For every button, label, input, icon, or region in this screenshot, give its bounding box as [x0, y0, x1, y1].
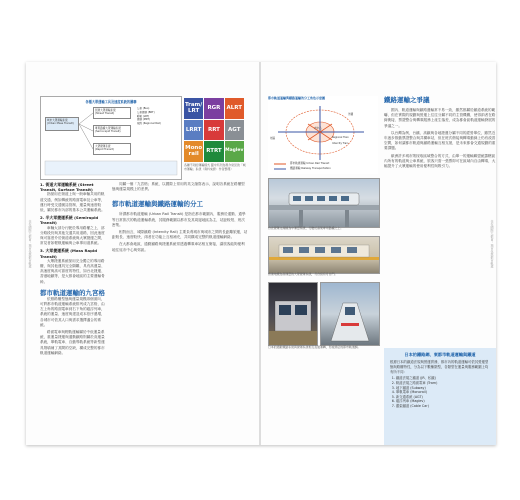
- tile-alrt: ALRT: [225, 98, 244, 119]
- label-city-center: 市中心: [314, 127, 322, 130]
- label-outer: 外圍: [348, 113, 354, 116]
- paragraph: 歐洲許多城市則採取區域整合的方式，由單一的運輸聯盟統籌轄區內所有的軌道與公車系統，旅客只需一張票即可在區域內自由轉乘，大幅提升了大眾運輸的使用便利性與吸引力。: [384, 153, 496, 169]
- list-item: 7. 纜索鐵道 (Cable Car): [396, 404, 490, 409]
- list-item: 3. 地下鐵道 (Subway): [396, 386, 490, 391]
- left-column-1: [40, 182, 106, 358]
- tile-tram-lrt: Tram/ LRT: [184, 98, 203, 119]
- tile-maglev: Maglev: [225, 141, 244, 162]
- list-item: 2. 軌道法規之路面電車 (Tram): [396, 381, 490, 386]
- photo-caption-3: 日本的通勤鐵路系統與捷運系統相互直通運轉，形成綿密的都市軌道網。: [268, 345, 361, 349]
- legend-item: 捷運 (MRT): [137, 118, 150, 122]
- diagram-node-semirapid: 專用路權大眾運輸系統 (Semi-rapid Transit): [93, 125, 131, 137]
- heading-urban-vs-rail: 都市軌道運輸與鐵路運輸的分工: [112, 200, 203, 209]
- paragraph: 所謂都市軌道運輸 (Urban Rail Transit) 是指在都市範圍內，服務於通勤、通學等日常旅次的軌道運輸系統，其服務範圍以都市及其周邊地區為主，站距較短、班次密集。: [112, 212, 246, 227]
- heading-nine-grid: 都市軌道運輸的九宮格: [40, 288, 105, 297]
- paragraph: 依照路權型態與運量規模兩個面向，可將都市軌道運輸系統排列成九宮格，由左上角的路面電車到右下角的磁浮列車，系統的運量、速度與建造成本依序遞增，各城市可依其人口與需求選擇適合的系統。: [40, 296, 105, 327]
- rail-role-diagram: [268, 96, 378, 174]
- info-box-intro: 根據日本的鐵道法規與營運實務，都市內的軌道運輸可依其營運型態與路權特性，分為以下數種類型，各類型在運量與服務範圍上均有所不同：: [390, 360, 489, 374]
- legend-item: 輕軌 (LRT): [137, 114, 150, 118]
- left-running-head: 住在國際大都會：城市化與都市軌道: [28, 220, 32, 268]
- legend-item: 城際 (Regional Rail): [137, 122, 161, 126]
- tile-rtrt: RTRT: [204, 141, 223, 162]
- paragraph: 同屬一個「九宮格」系統，以國際上常用的英文縮寫表示，說明各系統在路權型態與運量規模上的差異。: [112, 182, 245, 192]
- diagram-root-node: 城市大眾運輸系統 (Urban Mass Transit): [45, 117, 79, 131]
- photo-commuter-train: [320, 282, 380, 346]
- photo-platform: [268, 282, 318, 346]
- paragraph: 在大都會地區，通勤鐵路與捷運系統常透過轉乘車站相互銜接，讓旅客能夠便利地往返市中心與郊區。: [112, 242, 245, 252]
- heading-rail-dispute: 鐵路運輸之爭議: [384, 96, 430, 104]
- tile-monorail: Mono rail: [184, 141, 203, 162]
- grid-caption: 各種不同的運輸模式 圖中所列為現今常見的「城市運輸」系統（資料來源：作者整理）: [184, 163, 246, 171]
- japan-info-box: [384, 348, 496, 445]
- info-box-title: 日本的鐵路網、東都市軌道運輸與鐵道: [404, 352, 476, 357]
- rail-diagram-title: 都市軌道運輸與鐵路運輸的分工角色示意圖: [268, 96, 326, 100]
- commuter-train-graphic: [321, 283, 379, 345]
- right-running-head: 住在國際大都會：城市化與都市軌道: [490, 220, 494, 268]
- legend-item: 公車 (Bus): [137, 107, 150, 110]
- diagram-node-rapid: 大眾捷運系統 (Rapid Transit): [93, 143, 131, 155]
- elevated-metro-graphic: [269, 179, 379, 227]
- label-intercity: Intercity Train: [332, 142, 349, 145]
- diagram-connectors: [41, 97, 181, 179]
- tile-rgr: RGR: [204, 98, 223, 119]
- platform-graphic: [269, 283, 317, 345]
- legend-urban-rail: 都市軌道運輸 Urban Rail Transit: [290, 162, 330, 165]
- paragraph: 指採用在街道上與一般車輛共用的軌道交通，例如傳統的路面電車及公車等，運行時受交通號誌管制，運量與速度較低，屬於都市內部的基本公共運輸系統。: [40, 192, 105, 213]
- tile-lrrt: LRRT: [184, 120, 203, 141]
- station-graphic: [269, 237, 379, 273]
- photo-caption-2: 香港地鐵為高運量的大眾捷運系統，月台設有月台門。: [268, 272, 338, 276]
- section-heading-semirapid: 2. 半大眾捷運系統 (Semirapid Transit): [40, 215, 99, 226]
- paragraph: 以台灣為例，台鐵、高鐵與各地捷運分屬不同的經營單位，雖然近年逐步推動票證整合與共構車站，但在班次銜接與轉乘動線上仍有改善空間，如何讓都市軌道與鐵路運輸互相支援，是未來都會交通規劃的重要課題。: [384, 130, 496, 151]
- legend-item: 公車捷運 (BRT): [137, 110, 155, 114]
- tile-agt: AGT: [225, 120, 244, 141]
- paragraph: 車輛大部分行駛於專用路權之上，部分路段仍與其他交通共用道路，因此速度與可靠度介於街道系統與大眾捷運之間，常見者如輕軌運輸與公車專用道系統。: [40, 225, 105, 246]
- paragraph: 國內、軌道運輸與鐵路運輸常不易一致，雖然都屬於鐵道系統的範疇，但在實際的規劃與營運上往往分屬不同的主管機關，使得兩者在路線銜接、票證整合與轉乘服務上產生落差，成為都會區軌道運輸發展的爭議之一。: [384, 108, 496, 128]
- diagram-title: 各種大眾運輸工具及速度系統的關聯: [85, 100, 137, 104]
- transit-mode-grid: [184, 98, 244, 163]
- list-item: 1. 鐵道法規之鐵道 (JR、私鐵): [396, 376, 490, 381]
- legend-railway: 鐵路運輸 Railway Transportation: [290, 167, 331, 170]
- section-heading-street: 1. 街道大眾運輸系統 (Street Transit, Surface Transit): [40, 182, 94, 193]
- photo-caption-1: 台北捷運文湖線為中運量系統，行駛於高架專用路權之上。: [268, 226, 344, 230]
- photo-elevated-metro: [268, 178, 380, 228]
- list-item: 4. 單軌電車 (Monorail): [396, 390, 490, 395]
- paragraph: 大眾捷運系統採用完全獨立的專用路權，與其他運具完全隔離，具有高運量、高速度與高可靠度的特性，如台北捷運、香港地鐵等，是大都會地區的主要運輸骨幹。: [40, 258, 105, 284]
- right-column: [384, 96, 496, 171]
- tile-rrt: RRT: [204, 120, 223, 141]
- section-heading-rapid: 3. 大眾捷運系統 (Mass Rapid Transit): [40, 248, 98, 259]
- info-box-list: [396, 376, 490, 408]
- paragraph: 相對而言，城際鐵路 (Intercity Rail) 主要負責城市與城市之間的長距離旅運，站距較長、速度較快，兩者在功能上互相補充，共同構成完整的軌道運輸網絡。: [112, 230, 248, 240]
- list-item: 6. 磁浮列車 (Maglev): [396, 399, 490, 404]
- middle-column: [112, 182, 248, 255]
- list-item: 5. 新交通系統 (AGT): [396, 395, 490, 400]
- book-gutter: [259, 62, 261, 445]
- photo-station: [268, 236, 380, 274]
- diagram-node-street: 街道大眾運輸系統 (Street Transit): [93, 107, 131, 119]
- label-regional: Regional Train: [332, 136, 349, 139]
- label-suburb: 郊區: [270, 137, 276, 140]
- paragraph: 路面電車與輕軌運輸屬於中低運量系統，重運量捷運與通勤鐵路則屬於高運量系統，單軌電車、自動導軌系統等新型運具則填補了其間的空缺，構成完整的都市軌道運輸網絡。: [40, 330, 105, 355]
- transit-hierarchy-diagram: [40, 96, 182, 180]
